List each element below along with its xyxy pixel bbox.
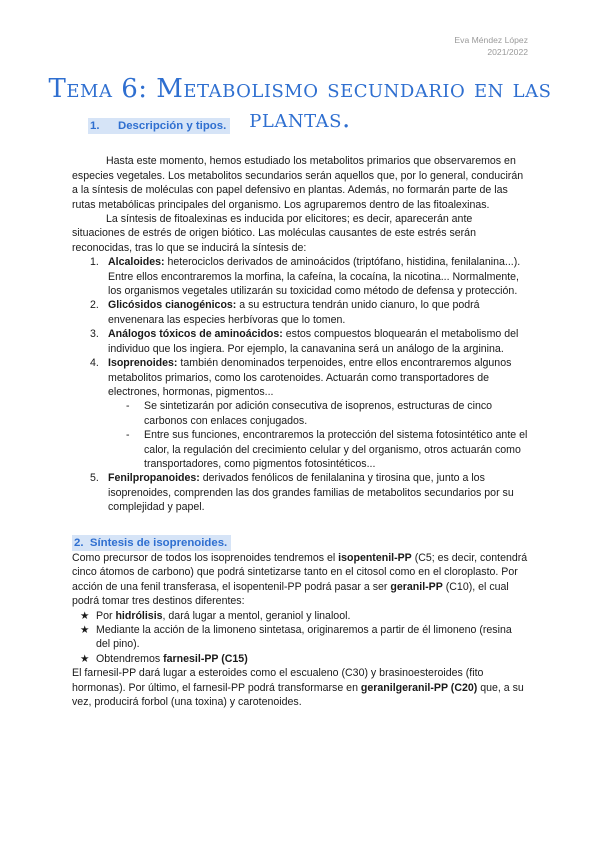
list-item: ★ Obtendremos farnesil-PP (C15) [80,652,248,665]
list-item: ★ Por hidrólisis, dará lugar a mentol, geraniol y linalool. [80,609,351,622]
academic-year: 2021/2022 [487,47,528,57]
list-item: 4. Isoprenoides: también denominados terpenoides, entre ellos encontraremos algunos metabolitos primarios, como los carotenoides. Actuarán como transportadores de electrones, hormonas, pigmentos... [90,357,512,398]
section-2-title: Síntesis de isoprenoides. [89,536,228,549]
list-item: 5. Fenilpropanoides: derivados fenólicos de fenilalanina y tirosina que, junto a los isoprenoides, comprenden las dos grandes familias de metabolitos secundarios por su complejidad y papel. [90,472,514,514]
list-item-term: Isoprenoides: [108,357,178,370]
section-1-paragraph-1: Hasta este momento, hemos estudiado los metabolitos primarios que observaremos en especies vegetales. Los metabolitos secundarios serán aquellos que, por lo general, conducirán a la síntesis de moléculas con papel defensivo en plantas. Además, no formarán parte de las rutas metabólicas principales del organismo. Los agruparemos dentro de las fitoalexinas. [72,155,524,211]
document-body [72,118,528,709]
list-item: ★ Mediante la acción de la limoneno sintetasa, originaremos a partir de él limoneno (resina del pino). [80,624,512,651]
section-1-title: Descripción y tipos. [118,120,227,132]
list-item-term: Glicósidos cianogénicos: [108,299,237,312]
section-2-paragraph-2: El farnesil-PP dará lugar a esteroides como el escualeno (C30) y brasinoesteroides (fito hormonas). Por último, el farnesil-PP podrá transformarse en geranilgeranil-PP (C20) que, a su vez, producirá forbol (una toxina) y carotenoides. [72,667,524,709]
document-header-meta [454,34,528,58]
list-item: 3. Análogos tóxicos de aminoácidos: estos compuestos bloquearán el metabolismo del individuo que los ingiera. Por ejemplo, la canavanina será un análogo de la arginina. [90,328,519,355]
list-item-extra: Entre ellos encontraremos la morfina, la cafeína, la cocaína, la nicotina... Normalmente, los organismos vegetales utilizarán su toxicidad como método de defensa y protección. [108,270,520,298]
list-item-term: Fenilpropanoides: [108,472,200,485]
section-2-paragraph-1: Como precursor de todos los isoprenoides tendremos el isopentenil-PP (C5; es decir, contendrá cinco átomos de carbono) que podrá sintetizarse tanto en el citosol como en el cloroplasto. Por acción de una fenil transferasa, el isopentenil-PP podrá pasar a ser geranil-PP (C10), el cual podrá tomar tres destinos diferentes: [72,551,528,608]
star-icon: ★ [80,624,90,636]
section-2-heading [72,535,528,551]
list-item: 2. Glicósidos cianogénicos: a su estructura tendrán unido cianuro, lo que podrá envenenara las especies herbívoras que lo tomen. [90,299,480,326]
metabolite-type-list-continued [72,471,528,514]
sub-list-item: - Se sintetizarán por adición consecutiva de isoprenos, estructuras de cinco carbonos con enlaces conjugados. [126,400,493,427]
sub-list-item: - Entre sus funciones, encontraremos la protección del sistema fotosintético ante el calor, la regulación del crecimiento celular y del organismo, otros actuarán como transportadores, como pigmentos fotosintéticos... [126,429,528,470]
star-icon: ★ [80,652,90,665]
author-name: Eva Méndez López [454,35,528,45]
section-1-number: 1. [90,120,100,132]
list-item-term: Análogos tóxicos de aminoácidos: [108,328,283,341]
list-item: 1. Alcaloides: heterociclos derivados de aminoácidos (triptófano, histidina, fenilalanina...). Entre ellos encontraremos la morfina, la cafeína, la cocaína, la nicotina... Normalmente, los organismos vegetales utilizarán su toxicidad como método de defensa y protección. [72,255,528,298]
star-icon: ★ [80,609,90,622]
section-1-heading [88,118,528,134]
geranil-destinations-list [72,609,528,667]
list-item-term: Alcaloides: [108,256,165,269]
section-1-paragraph-2: La síntesis de fitoalexinas es inducida por elicitores; es decir, aparecerán ante situaciones de estrés de origen biótico. Las moléculas causantes de este estrés serán reconocidas, tras lo que se inducirá la síntesis de: [72,213,476,254]
page-title: Tema 6: Metabolismo secundario en las plantas. [48,74,552,134]
metabolite-type-list [72,255,528,399]
isoprenoid-sublist [72,399,528,471]
section-2-number: 2. [74,536,84,549]
